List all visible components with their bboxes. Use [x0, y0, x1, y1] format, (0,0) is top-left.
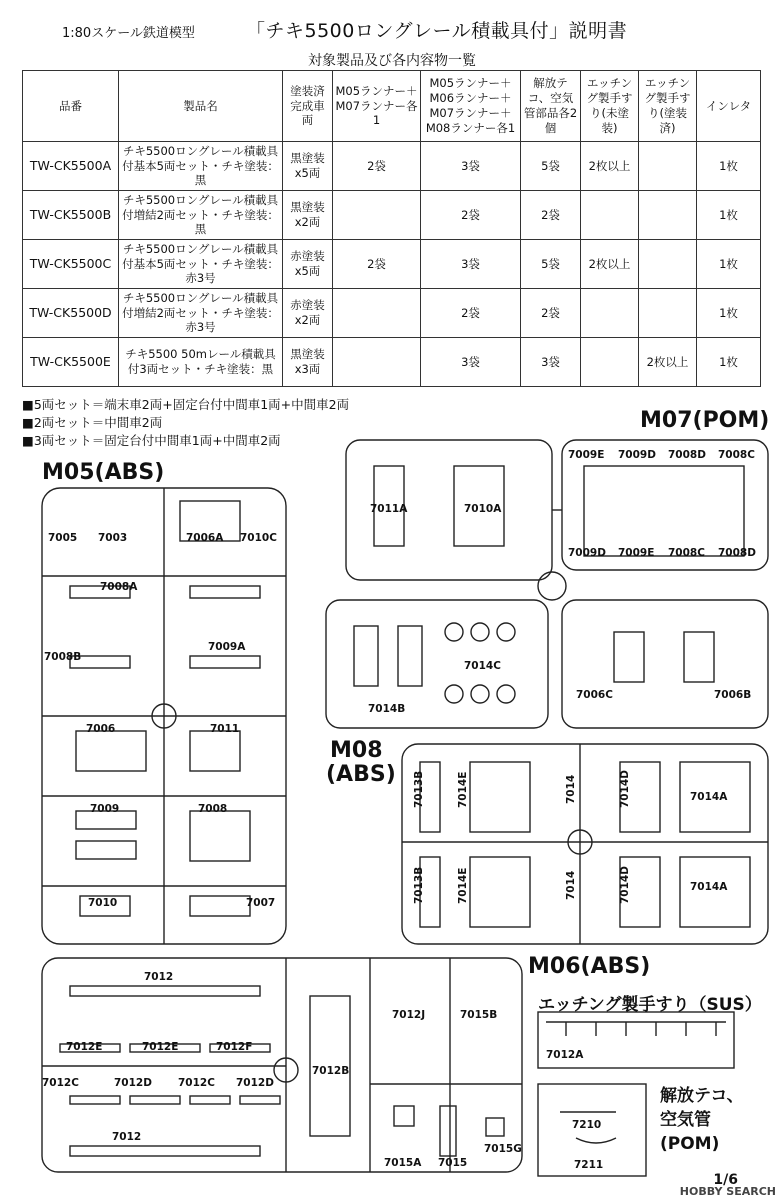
cell-r2: 2袋: [421, 289, 521, 338]
lever-sprue: [536, 1082, 648, 1178]
cell-etch-painted: [639, 142, 697, 191]
cell-code: TW-CK5500E: [23, 338, 119, 387]
cell-painted: 黒塗装x5両: [283, 142, 333, 191]
header-cell: M05ランナー＋M07ランナー各1: [333, 71, 421, 142]
document-title: 「チキ5500ロングレール積載具付」説明書: [246, 20, 628, 42]
m08-material-label: (ABS): [326, 762, 396, 787]
part-label: 7008B: [44, 651, 82, 663]
m07-sprue: [324, 436, 770, 732]
cell-name: チキ5500ロングレール積載具付基本5両セット・チキ塗装：黒: [119, 142, 283, 191]
cell-etch-unpainted: [581, 289, 639, 338]
part-label: 7006C: [576, 689, 613, 701]
part-label: 7003: [98, 532, 128, 544]
part-label: 7012F: [216, 1041, 253, 1053]
cell-painted: 赤塗装x5両: [283, 240, 333, 289]
cell-decal: 1枚: [697, 240, 761, 289]
part-label: 7012E: [142, 1041, 179, 1053]
table-row: [23, 240, 761, 289]
part-label: 7007: [246, 897, 276, 909]
part-label: 7008A: [100, 581, 138, 593]
header-cell: インレタ: [697, 71, 761, 142]
m06-sprue: [40, 956, 524, 1174]
cell-etch-unpainted: [581, 191, 639, 240]
header-cell: エッチング製手すり(塗装済): [639, 71, 697, 142]
cell-r2: 3袋: [421, 338, 521, 387]
part-label: 7012E: [66, 1041, 103, 1053]
cell-etch-unpainted: 2枚以上: [581, 142, 639, 191]
part-label: 7012D: [114, 1077, 152, 1089]
cell-lever: 5袋: [521, 240, 581, 289]
cell-r1: 2袋: [333, 240, 421, 289]
contents-table: [22, 70, 761, 387]
lever-label-line: 解放テコ、: [660, 1086, 744, 1106]
m08-label: M08: [330, 738, 383, 763]
cell-etch-painted: [639, 240, 697, 289]
m05-label: M05(ABS): [42, 460, 165, 485]
cell-r1: [333, 338, 421, 387]
part-label: 7010A: [464, 503, 502, 515]
part-label: 7010C: [240, 532, 277, 544]
part-label: 7009D: [568, 547, 606, 559]
lever-label-line: (POM): [660, 1134, 720, 1154]
part-label: 7014D: [619, 770, 631, 808]
cell-etch-unpainted: [581, 338, 639, 387]
part-label: 7014D: [619, 866, 631, 904]
cell-lever: 5袋: [521, 142, 581, 191]
cell-decal: 1枚: [697, 142, 761, 191]
part-label: 7012: [112, 1131, 142, 1143]
part-label: 7008C: [718, 449, 755, 461]
cell-etch-painted: [639, 191, 697, 240]
cell-code: TW-CK5500C: [23, 240, 119, 289]
cell-r1: [333, 289, 421, 338]
cell-painted: 黒塗装x3両: [283, 338, 333, 387]
header-cell: 解放テコ、空気管部品各2個: [521, 71, 581, 142]
part-label: 7012C: [42, 1077, 79, 1089]
part-label: 7005: [48, 532, 78, 544]
part-label: 7012C: [178, 1077, 215, 1089]
page-number: 1/6: [713, 1172, 738, 1188]
cell-name: チキ5500ロングレール積載具付増結2両セット・チキ塗装：赤3号: [119, 289, 283, 338]
cell-etch-painted: 2枚以上: [639, 338, 697, 387]
table-row: [23, 191, 761, 240]
part-label: 7012: [144, 971, 174, 983]
header-cell: エッチング製手すり(未塗装): [581, 71, 639, 142]
part-label: 7010: [88, 897, 118, 909]
m07-label: M07(POM): [640, 408, 770, 433]
table-row: [23, 338, 761, 387]
scale-text: 1:80スケール鉄道模型: [62, 26, 195, 41]
part-label: 7015: [438, 1157, 468, 1169]
table-row: [23, 289, 761, 338]
part-label: 7014: [565, 870, 577, 900]
cell-r1: 2袋: [333, 142, 421, 191]
part-label: 7006A: [186, 532, 224, 544]
cell-r1: [333, 191, 421, 240]
part-label: 7011A: [370, 503, 408, 515]
header-cell: 塗装済完成車両: [283, 71, 333, 142]
part-label: 7009A: [208, 641, 246, 653]
cell-painted: 赤塗装x2両: [283, 289, 333, 338]
note-item: ■ 2両セット＝中間車2両: [22, 414, 349, 432]
etching-handrail: [536, 1010, 736, 1070]
cell-code: TW-CK5500A: [23, 142, 119, 191]
cell-r2: 2袋: [421, 191, 521, 240]
part-label: 7006: [86, 723, 116, 735]
cell-name: チキ5500 50mレール積載具付3両セット・チキ塗装：黒: [119, 338, 283, 387]
cell-lever: 2袋: [521, 289, 581, 338]
cell-name: チキ5500ロングレール積載具付基本5両セット・チキ塗装：赤3号: [119, 240, 283, 289]
table-title: 対象製品及び各内容物一覧: [308, 53, 476, 69]
part-label: 7014E: [457, 867, 469, 904]
part-label: 7009D: [618, 449, 656, 461]
part-label: 7012D: [236, 1077, 274, 1089]
part-label: 7009E: [568, 449, 605, 461]
part-label: 7012A: [546, 1049, 584, 1061]
part-label: 7014A: [690, 791, 728, 803]
part-label: 7014B: [368, 703, 406, 715]
part-label: 7014: [565, 774, 577, 804]
part-label: 7008D: [668, 449, 706, 461]
m08-sprue: [400, 742, 770, 946]
cell-r2: 3袋: [421, 142, 521, 191]
m05-sprue: [40, 486, 288, 948]
part-label: 7210: [572, 1119, 602, 1131]
cell-decal: 1枚: [697, 191, 761, 240]
lever-label: [660, 1084, 744, 1156]
header: [0, 16, 784, 46]
part-label: 7009E: [618, 547, 655, 559]
part-label: 7015G: [484, 1143, 522, 1155]
part-label: 7012B: [312, 1065, 350, 1077]
etching-label: エッチング製手すり（SUS）: [538, 995, 762, 1015]
lever-label-line: 空気管: [660, 1110, 711, 1130]
note-item: ■ 5両セット＝端末車2両+固定台付中間車1両+中間車2両: [22, 396, 349, 414]
cell-lever: 3袋: [521, 338, 581, 387]
part-label: 7008D: [718, 547, 756, 559]
m06-label: M06(ABS): [528, 954, 651, 979]
part-label: 7009: [90, 803, 120, 815]
part-label: 7006B: [714, 689, 752, 701]
watermark: HOBBY SEARCH: [679, 1185, 776, 1198]
note-item: ■ 3両セット＝固定台付中間車1両+中間車2両: [22, 432, 349, 450]
part-label: 7211: [574, 1159, 604, 1171]
part-label: 7015A: [384, 1157, 422, 1169]
cell-decal: 1枚: [697, 289, 761, 338]
cell-etch-unpainted: 2枚以上: [581, 240, 639, 289]
cell-decal: 1枚: [697, 338, 761, 387]
part-label: 7014E: [457, 771, 469, 808]
cell-name: チキ5500ロングレール積載具付増結2両セット・チキ塗装：黒: [119, 191, 283, 240]
header-cell: M05ランナー＋M06ランナー＋M07ランナー＋M08ランナー各1: [421, 71, 521, 142]
cell-code: TW-CK5500D: [23, 289, 119, 338]
table-header-row: [23, 71, 761, 142]
cell-etch-painted: [639, 289, 697, 338]
cell-code: TW-CK5500B: [23, 191, 119, 240]
part-label: 7014A: [690, 881, 728, 893]
part-label: 7014C: [464, 660, 501, 672]
part-label: 7008C: [668, 547, 705, 559]
cell-r2: 3袋: [421, 240, 521, 289]
part-label: 7012J: [392, 1009, 426, 1021]
part-label: 7013B: [413, 770, 425, 808]
part-label: 7013B: [413, 866, 425, 904]
cell-lever: 2袋: [521, 191, 581, 240]
header-cell: 製品名: [119, 71, 283, 142]
header-cell: 品番: [23, 71, 119, 142]
cell-painted: 黒塗装x2両: [283, 191, 333, 240]
part-label: 7015B: [460, 1009, 498, 1021]
part-label: 7011: [210, 723, 240, 735]
part-label: 7008: [198, 803, 228, 815]
set-notes: [22, 396, 349, 450]
table-row: [23, 142, 761, 191]
